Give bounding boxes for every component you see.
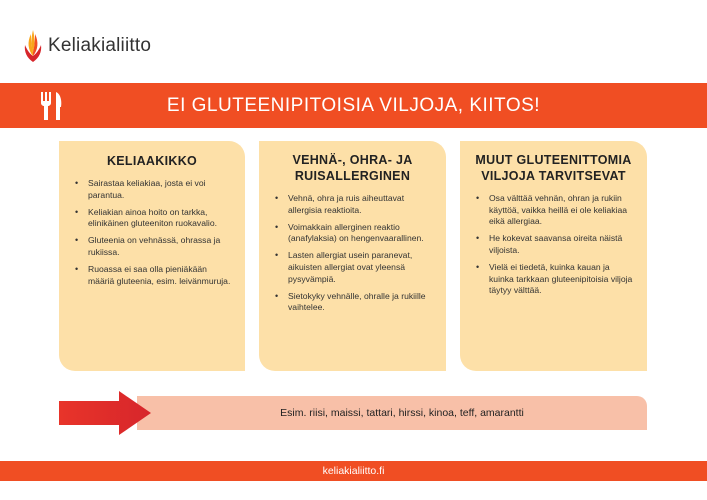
list-item: • Vehnä, ohra ja ruis aiheuttavat allergisia reaktioita. <box>271 193 434 216</box>
footer-link[interactable]: keliakialiitto.fi <box>322 465 385 477</box>
list-item: • Lasten allergiat usein paranevat, aikuisten allergiat ovat yleensä pysyvämpiä. <box>271 250 434 285</box>
examples-text: Esim. riisi, maissi, tattari, hirssi, kinoa, teff, amarantti <box>280 407 524 419</box>
list-item: • Osa välttää vehnän, ohran ja rukiin käyttöä, vaikka heillä ei ole keliakiaa eikä allergiaa. <box>472 193 635 228</box>
examples-bar <box>137 396 647 430</box>
brand-logo <box>22 26 151 66</box>
card-title: KELIAAKIKKO <box>106 154 198 168</box>
list-item: • Ruoassa ei saa olla pieniäkään määriä gluteenia, esim. leivänmuruja. <box>71 264 233 287</box>
card-list <box>472 193 635 297</box>
card-title: VEHNÄ-, OHRA- JA RUISALLERGINEN <box>292 153 413 183</box>
list-item: • Sietokyky vehnälle, ohralle ja rukiille vaihtelee. <box>271 291 434 314</box>
card-allergy <box>259 141 446 371</box>
card-celiac <box>59 141 245 371</box>
arrow-right-icon <box>59 391 151 435</box>
flame-leaf-logo-icon <box>22 28 44 64</box>
card-other <box>460 141 647 371</box>
examples-row <box>59 391 649 431</box>
page-title: EI GLUTEENIPITOISIA VILJOJA, KIITOS! <box>166 94 541 116</box>
title-banner <box>0 83 707 128</box>
card-list <box>271 193 434 314</box>
list-item: • Voimakkain allerginen reaktio (anafylaksia) on hengenvaarallinen. <box>271 222 434 245</box>
footer-bar <box>0 461 707 481</box>
list-item: • Keliakian ainoa hoito on tarkka, elinikäinen gluteeniton ruokavalio. <box>71 207 233 230</box>
brand-name: Keliakialiitto <box>48 35 152 56</box>
card-list <box>71 178 233 287</box>
list-item: • He kokevat saavansa oireita näistä viljoista. <box>472 233 635 256</box>
card-title: MUUT GLUTEENITTOMIA VILJOJA TARVITSEVAT <box>475 153 632 183</box>
list-item: • Gluteenia on vehnässä, ohrassa ja rukiissa. <box>71 235 233 258</box>
list-item: • Vielä ei tiedetä, kuinka kauan ja kuinka tarkkaan gluteenipitoisia viljoja täytyy välttää. <box>472 262 635 297</box>
list-item: • Sairastaa keliakiaa, josta ei voi parantua. <box>71 178 233 201</box>
